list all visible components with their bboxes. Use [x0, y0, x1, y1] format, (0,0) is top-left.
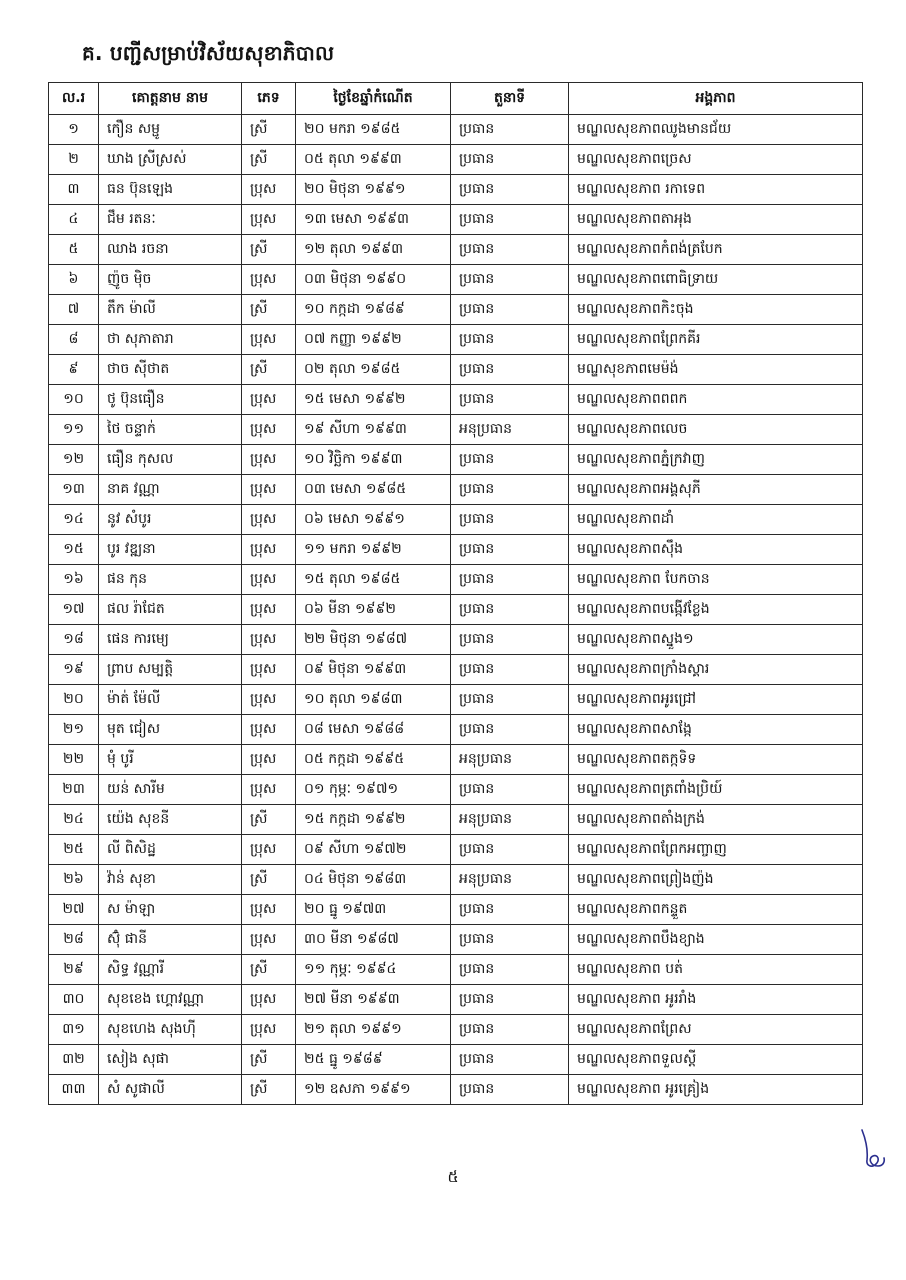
cell-sex: ប្រុស — [242, 655, 296, 685]
cell-role: អនុប្រធាន — [451, 865, 569, 895]
cell-name: ឃាង ស្រីស្រស់ — [99, 145, 242, 175]
cell-unit: មណ្ឌលសុខភាពអូរជ្រៅ — [569, 685, 863, 715]
table-row — [49, 235, 863, 265]
cell-date-of-birth: ០៧ កញ្ញា ១៩៩២ — [296, 325, 451, 355]
table-row — [49, 895, 863, 925]
table-row — [49, 745, 863, 775]
cell-number: ១១ — [49, 415, 99, 445]
cell-role: ប្រធាន — [451, 925, 569, 955]
cell-role: ប្រធាន — [451, 835, 569, 865]
cell-role: អនុប្រធាន — [451, 415, 569, 445]
cell-sex: ស្រី — [242, 1045, 296, 1075]
cell-unit: មណ្ឌលសុខភាព អូររាំង — [569, 985, 863, 1015]
cell-number: ៥ — [49, 235, 99, 265]
header-date-of-birth: ថ្ងៃខែឆ្នាំកំណើត — [296, 83, 451, 115]
cell-date-of-birth: ១៥ កក្កដា ១៩៩២ — [296, 805, 451, 835]
cell-number: ២២ — [49, 745, 99, 775]
cell-unit: មណ្ឌលសុខភាពពពក — [569, 385, 863, 415]
cell-unit: មណ្ឌលសុខភាពត្រពាំងប្រិយ៍ — [569, 775, 863, 805]
cell-name: ធន ប៊ុនឡេង — [99, 175, 242, 205]
table-row — [49, 655, 863, 685]
cell-name: ផេន ការម្យេ — [99, 625, 242, 655]
table-row — [49, 445, 863, 475]
cell-name: លី ពិសិដ្ឋ — [99, 835, 242, 865]
table-row — [49, 985, 863, 1015]
cell-unit: មណ្ឌលសុខភាពព្រៀងញ៉ង — [569, 865, 863, 895]
cell-unit: មណ្ឌលសុខភាពទួលស្តី — [569, 1045, 863, 1075]
cell-date-of-birth: ២០ ធ្នូ ១៩៧៣ — [296, 895, 451, 925]
cell-date-of-birth: ០២ តុលា ១៩៨៥ — [296, 355, 451, 385]
cell-unit: មណ្ឌលសុខភាពដាំ — [569, 505, 863, 535]
cell-name: ព្រាប សម្បត្តិ — [99, 655, 242, 685]
cell-number: ១៧ — [49, 595, 99, 625]
cell-name: ឈាង រចនា — [99, 235, 242, 265]
cell-date-of-birth: ១៩ សីហា ១៩៩៣ — [296, 415, 451, 445]
staff-table — [48, 82, 863, 1105]
cell-role: ប្រធាន — [451, 775, 569, 805]
cell-number: ១៩ — [49, 655, 99, 685]
table-row — [49, 295, 863, 325]
cell-name: ថៃ ចន្ទាក់ — [99, 415, 242, 445]
table-row — [49, 1045, 863, 1075]
header-number: ល.រ — [49, 83, 99, 115]
cell-unit: មណ្ឌលសុខភាពលេច — [569, 415, 863, 445]
cell-sex: ស្រី — [242, 145, 296, 175]
table-row — [49, 805, 863, 835]
cell-unit: មណ្ឌលសុខភាពអង្គសុភី — [569, 475, 863, 505]
cell-name: វ៉ាន់ សុខា — [99, 865, 242, 895]
cell-role: ប្រធាន — [451, 445, 569, 475]
cell-sex: ប្រុស — [242, 505, 296, 535]
cell-date-of-birth: ១៥ តុលា ១៩៨៥ — [296, 565, 451, 595]
cell-unit: មណ្ឌលសុខភាព បត់ — [569, 955, 863, 985]
cell-role: ប្រធាន — [451, 115, 569, 145]
cell-name: ថូ ប៊ុនធឿន — [99, 385, 242, 415]
cell-date-of-birth: ២៧ មីនា ១៩៩៣ — [296, 985, 451, 1015]
cell-date-of-birth: ០៣ មិថុនា ១៩៩០ — [296, 265, 451, 295]
cell-role: ប្រធាន — [451, 385, 569, 415]
cell-name: កឿន សម្ផូ — [99, 115, 242, 145]
cell-number: ៣១ — [49, 1015, 99, 1045]
cell-sex: ប្រុស — [242, 925, 296, 955]
cell-unit: មណ្ឌលសុខភាពភ្នំក្រវាញ — [569, 445, 863, 475]
cell-date-of-birth: ០៩ មិថុនា ១៩៩៣ — [296, 655, 451, 685]
cell-name: សៀង សុផា — [99, 1045, 242, 1075]
cell-number: ២០ — [49, 685, 99, 715]
cell-sex: ប្រុស — [242, 895, 296, 925]
cell-unit: មណ្ឌលសុខភាពព្រែកអញ្ចាញ — [569, 835, 863, 865]
cell-name: ម៉ាត់ ម៉ែលី — [99, 685, 242, 715]
cell-unit: មណ្ឌលសុខភាពកំពង់ត្របែក — [569, 235, 863, 265]
cell-unit: មណ្ឌលសុខភាពពោធិទ្រាយ — [569, 265, 863, 295]
cell-sex: ប្រុស — [242, 775, 296, 805]
table-row — [49, 535, 863, 565]
table-row — [49, 265, 863, 295]
cell-date-of-birth: ០១ កុម្ភៈ ១៩៧១ — [296, 775, 451, 805]
cell-role: ប្រធាន — [451, 235, 569, 265]
cell-role: ប្រធាន — [451, 475, 569, 505]
cell-number: ២៩ — [49, 955, 99, 985]
table-row — [49, 385, 863, 415]
cell-number: ២១ — [49, 715, 99, 745]
cell-role: ប្រធាន — [451, 1015, 569, 1045]
cell-role: ប្រធាន — [451, 505, 569, 535]
cell-unit: មណ្ឌលសុខភាពបឹងខ្យាង — [569, 925, 863, 955]
section-title: គ. បញ្ជីសម្រាប់វិស័យសុខាភិបាល — [82, 41, 335, 65]
table-row — [49, 685, 863, 715]
cell-number: ១៨ — [49, 625, 99, 655]
cell-unit: មណ្ឌលសុខភាពច្រេស — [569, 145, 863, 175]
cell-name: សុខហេង សុងហ៊ី — [99, 1015, 242, 1045]
cell-sex: ស្រី — [242, 955, 296, 985]
cell-name: នូវ សំបូរ — [99, 505, 242, 535]
cell-date-of-birth: ០៣ មេសា ១៩៨៥ — [296, 475, 451, 505]
cell-name: មុំ បូរី — [99, 745, 242, 775]
header-name: គោត្តនាម នាម — [99, 83, 242, 115]
cell-unit: មណ្ឌលសុខភាពក្រាំងស្គារ — [569, 655, 863, 685]
cell-sex: ស្រី — [242, 235, 296, 265]
cell-role: ប្រធាន — [451, 1045, 569, 1075]
cell-number: ២ — [49, 145, 99, 175]
cell-number: ១៦ — [49, 565, 99, 595]
cell-date-of-birth: ១៣ មេសា ១៩៩៣ — [296, 205, 451, 235]
cell-number: ១៣ — [49, 475, 99, 505]
cell-name: ញ៉ូច ម៉ិច — [99, 265, 242, 295]
cell-sex: ប្រុស — [242, 415, 296, 445]
cell-date-of-birth: ១៥ មេសា ១៩៩២ — [296, 385, 451, 415]
cell-number: ៧ — [49, 295, 99, 325]
cell-sex: ស្រី — [242, 355, 296, 385]
cell-unit: មណ្ឌលសុខភាពស្នួង១ — [569, 625, 863, 655]
cell-unit: មណ្ឌលសុខភាពសាង្កែ — [569, 715, 863, 745]
cell-date-of-birth: ១១ កុម្ភៈ ១៩៩៤ — [296, 955, 451, 985]
cell-role: ប្រធាន — [451, 985, 569, 1015]
cell-role: ប្រធាន — [451, 295, 569, 325]
cell-role: អនុប្រធាន — [451, 745, 569, 775]
cell-date-of-birth: ០៩ សីហា ១៩៧២ — [296, 835, 451, 865]
cell-number: ២៦ — [49, 865, 99, 895]
cell-unit: មណ្ឌលសុខភាព អូរគ្រៀង — [569, 1075, 863, 1105]
cell-name: ផល រ៉ាជែត — [99, 595, 242, 625]
cell-role: ប្រធាន — [451, 265, 569, 295]
cell-sex: ស្រី — [242, 115, 296, 145]
header-sex: ភេទ — [242, 83, 296, 115]
cell-sex: ប្រុស — [242, 835, 296, 865]
cell-number: ៣ — [49, 175, 99, 205]
cell-role: ប្រធាន — [451, 895, 569, 925]
cell-role: ប្រធាន — [451, 565, 569, 595]
cell-date-of-birth: ១២ តុលា ១៩៩៣ — [296, 235, 451, 265]
table-row — [49, 595, 863, 625]
cell-role: ប្រធាន — [451, 325, 569, 355]
cell-number: ៤ — [49, 205, 99, 235]
cell-number: ១ — [49, 115, 99, 145]
cell-date-of-birth: ០៤ មិថុនា ១៩៨៣ — [296, 865, 451, 895]
cell-sex: ស្រី — [242, 295, 296, 325]
table-row — [49, 775, 863, 805]
table-row — [49, 505, 863, 535]
cell-name: ផន កុន — [99, 565, 242, 595]
table-row — [49, 205, 863, 235]
cell-date-of-birth: ២៥ ធ្នូ ១៩៨៩ — [296, 1045, 451, 1075]
cell-number: ១៤ — [49, 505, 99, 535]
cell-sex: ប្រុស — [242, 325, 296, 355]
cell-date-of-birth: ០៦ មេសា ១៩៩១ — [296, 505, 451, 535]
cell-unit: មណ្ឌលសុខភាពកន្ទួត — [569, 895, 863, 925]
table-row — [49, 1075, 863, 1105]
cell-number: ២៤ — [49, 805, 99, 835]
cell-role: ប្រធាន — [451, 685, 569, 715]
cell-sex: ស្រី — [242, 865, 296, 895]
cell-sex: ប្រុស — [242, 715, 296, 745]
cell-name: ស ម៉ាឡា — [99, 895, 242, 925]
cell-number: ៣២ — [49, 1045, 99, 1075]
cell-date-of-birth: ០៦ មីនា ១៩៩២ — [296, 595, 451, 625]
header-role: តួនាទី — [451, 83, 569, 115]
cell-number: ១០ — [49, 385, 99, 415]
cell-name: បូរ វឌ្ឍនា — [99, 535, 242, 565]
cell-name: សុខខេង ហ្គោវណ្ណា — [99, 985, 242, 1015]
cell-sex: ប្រុស — [242, 565, 296, 595]
cell-unit: មណ្ឌលសុខភាពព្រែកគីរ — [569, 325, 863, 355]
cell-role: ប្រធាន — [451, 715, 569, 745]
cell-role: អនុប្រធាន — [451, 805, 569, 835]
cell-role: ប្រធាន — [451, 145, 569, 175]
cell-unit: មណ្ឌលសុខភាព រកាទេព — [569, 175, 863, 205]
cell-name: យន់ សារីម — [99, 775, 242, 805]
cell-sex: ប្រុស — [242, 175, 296, 205]
cell-number: ៩ — [49, 355, 99, 385]
cell-name: មុត ជៀស — [99, 715, 242, 745]
initials-signature — [856, 1126, 890, 1172]
table-row — [49, 955, 863, 985]
cell-number: ២៣ — [49, 775, 99, 805]
table-row — [49, 475, 863, 505]
cell-sex: ប្រុស — [242, 535, 296, 565]
cell-date-of-birth: ០៨ មេសា ១៩៨៨ — [296, 715, 451, 745]
cell-unit: មណ្ឌលសុខភាពតាអុង — [569, 205, 863, 235]
cell-sex: ប្រុស — [242, 385, 296, 415]
cell-number: ៦ — [49, 265, 99, 295]
cell-sex: ប្រុស — [242, 475, 296, 505]
cell-sex: ប្រុស — [242, 595, 296, 625]
cell-date-of-birth: ១០ វិច្ឆិកា ១៩៩៣ — [296, 445, 451, 475]
cell-date-of-birth: ២០ មករា ១៩៨៥ — [296, 115, 451, 145]
cell-number: ៣៣ — [49, 1075, 99, 1105]
cell-sex: ប្រុស — [242, 625, 296, 655]
table-body — [49, 115, 863, 1105]
cell-unit: មណ្ឌលសុខភាពស៊ឹង — [569, 535, 863, 565]
cell-number: ១៥ — [49, 535, 99, 565]
cell-date-of-birth: ១០ តុលា ១៩៨៣ — [296, 685, 451, 715]
table-row — [49, 115, 863, 145]
cell-sex: ប្រុស — [242, 685, 296, 715]
cell-number: ២៨ — [49, 925, 99, 955]
table-row — [49, 325, 863, 355]
cell-date-of-birth: ១០ កក្កដា ១៩៨៩ — [296, 295, 451, 325]
table-header-row — [49, 83, 863, 115]
cell-role: ប្រធាន — [451, 205, 569, 235]
table-row — [49, 175, 863, 205]
table-row — [49, 1015, 863, 1045]
table-row — [49, 835, 863, 865]
cell-name: នាគ វណ្ណា — [99, 475, 242, 505]
cell-unit: មណ្ឌលសុខភាពព្រែស — [569, 1015, 863, 1045]
table-row — [49, 715, 863, 745]
cell-role: ប្រធាន — [451, 1075, 569, 1105]
cell-date-of-birth: ១១ មករា ១៩៩២ — [296, 535, 451, 565]
cell-date-of-birth: ០៥ កក្កដា ១៩៩៥ — [296, 745, 451, 775]
cell-sex: ប្រុស — [242, 985, 296, 1015]
cell-sex: ប្រុស — [242, 1015, 296, 1045]
cell-number: ២៧ — [49, 895, 99, 925]
cell-name: ស៊ុំ ផានី — [99, 925, 242, 955]
cell-unit: មណ្ឌលសុខភាពកិះចុង — [569, 295, 863, 325]
cell-name: យ៉េង សុខនី — [99, 805, 242, 835]
cell-date-of-birth: ២១ តុលា ១៩៩១ — [296, 1015, 451, 1045]
cell-sex: ប្រុស — [242, 265, 296, 295]
cell-unit: មណ្ឌលសុខភាព បែកចាន — [569, 565, 863, 595]
table-row — [49, 145, 863, 175]
cell-unit: មណ្ឌលសុខភាពបង្កើវខ្លែង — [569, 595, 863, 625]
cell-role: ប្រធាន — [451, 595, 569, 625]
table-row — [49, 925, 863, 955]
cell-unit: មណ្ឌសុខភាពមេម៉ង់ — [569, 355, 863, 385]
cell-number: ១២ — [49, 445, 99, 475]
cell-unit: មណ្ឌលសុខភាពតាំងក្រង់ — [569, 805, 863, 835]
cell-unit: មណ្ឌលសុខភាពឈូងមានជ័យ — [569, 115, 863, 145]
cell-name: តឹក ម៉ាលី — [99, 295, 242, 325]
header-unit: អង្គភាព — [569, 83, 863, 115]
cell-name: ជឹម រតនៈ — [99, 205, 242, 235]
cell-name: សិទ្ធ វណ្ណារី — [99, 955, 242, 985]
table-row — [49, 565, 863, 595]
table-row — [49, 625, 863, 655]
table-row — [49, 355, 863, 385]
cell-name: ថា សុភាតារា — [99, 325, 242, 355]
cell-number: ៣០ — [49, 985, 99, 1015]
cell-role: ប្រធាន — [451, 655, 569, 685]
cell-name: ធឿន កុសល — [99, 445, 242, 475]
cell-sex: ស្រី — [242, 1075, 296, 1105]
cell-date-of-birth: ១២ ឧសភា ១៩៩១ — [296, 1075, 451, 1105]
cell-role: ប្រធាន — [451, 535, 569, 565]
cell-date-of-birth: ០៥ តុលា ១៩៩៣ — [296, 145, 451, 175]
cell-date-of-birth: ៣០ មីនា ១៩៨៧ — [296, 925, 451, 955]
cell-date-of-birth: ២០ មិថុនា ១៩៩១ — [296, 175, 451, 205]
cell-sex: ប្រុស — [242, 745, 296, 775]
cell-unit: មណ្ឌលសុខភាពតក្កទិទ — [569, 745, 863, 775]
table-row — [49, 865, 863, 895]
cell-sex: ប្រុស — [242, 445, 296, 475]
table-row — [49, 415, 863, 445]
cell-name: សំ សូផាលី — [99, 1075, 242, 1105]
cell-role: ប្រធាន — [451, 175, 569, 205]
cell-sex: ប្រុស — [242, 205, 296, 235]
cell-role: ប្រធាន — [451, 355, 569, 385]
cell-role: ប្រធាន — [451, 625, 569, 655]
cell-role: ប្រធាន — [451, 955, 569, 985]
cell-sex: ស្រី — [242, 805, 296, 835]
cell-name: ថាច ស៊ីថាត — [99, 355, 242, 385]
cell-number: ២៥ — [49, 835, 99, 865]
page-number: ៥ — [447, 1167, 459, 1186]
cell-date-of-birth: ២២ មិថុនា ១៩៨៧ — [296, 625, 451, 655]
cell-number: ៨ — [49, 325, 99, 355]
